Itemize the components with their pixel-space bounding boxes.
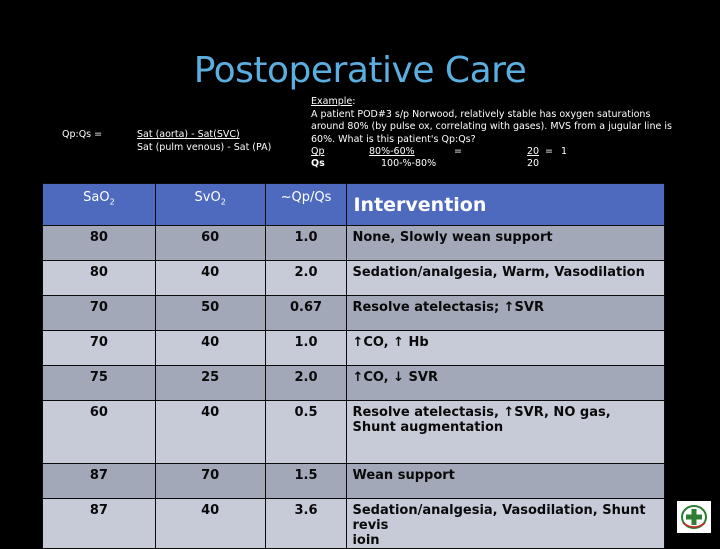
cell-svo2: 40 — [155, 499, 265, 549]
table-row — [43, 331, 665, 366]
cell-qpqs: 0.5 — [265, 401, 347, 464]
qs-label: Qs — [311, 158, 325, 169]
cell-svo2: 70 — [155, 464, 265, 499]
table-header-row — [43, 184, 665, 226]
cell-intervention: ↑CO, ↑ Hb — [347, 331, 665, 366]
cell-sao2: 80 — [43, 226, 156, 261]
qp-label: Qp — [311, 146, 325, 157]
intervention-table — [42, 183, 665, 549]
intervention-line-1: Resolve atelectasis, ↑SVR, NO gas, — [352, 405, 611, 420]
cell-sao2: 70 — [43, 296, 156, 331]
table-row — [43, 261, 665, 296]
cell-svo2: 40 — [155, 261, 265, 296]
example-calculation — [311, 146, 681, 171]
cell-sao2: 80 — [43, 261, 156, 296]
intervention-line-2: ioin — [352, 533, 380, 548]
hospital-logo-icon — [677, 501, 711, 533]
cell-sao2: 70 — [43, 331, 156, 366]
formula-label: Qp:Qs = — [62, 129, 103, 140]
example-box: Example: A patient POD#3 s/p Norwood, relatively stable has oxygen saturations around 80% (by pulse ox, correlating with gases). MVS from a jugular line is 60%. What is this patient's Qp:Qs? Qp 80%-60% = 20 = 1 Qs 100-%-80% 20 — [311, 96, 681, 171]
table-row — [43, 464, 665, 499]
table-row — [43, 366, 665, 401]
table-row — [43, 401, 665, 464]
cell-qpqs: 0.67 — [265, 296, 347, 331]
intervention-line-1: Sedation/analgesia, Vasodilation, Shunt revis — [352, 503, 646, 533]
qs-value: 100-%-80% — [381, 158, 437, 169]
cell-qpqs: 2.0 — [265, 366, 347, 401]
cell-intervention — [347, 401, 665, 464]
formula-denominator: Sat (pulm venous) - Sat (PA) — [137, 142, 272, 153]
table-row — [43, 296, 665, 331]
result-value: 1 — [561, 146, 568, 157]
cell-sao2: 87 — [43, 499, 156, 549]
slide-title: Postoperative Care — [193, 50, 527, 91]
cell-qpqs: 1.0 — [265, 226, 347, 261]
cell-intervention: Wean support — [347, 464, 665, 499]
formula-numerator: Sat (aorta) - Sat(SVC) — [137, 129, 240, 140]
cell-svo2: 40 — [155, 331, 265, 366]
cell-qpqs: 1.5 — [265, 464, 347, 499]
cell-qpqs: 2.0 — [265, 261, 347, 296]
cell-qpqs: 1.0 — [265, 331, 347, 366]
example-heading: Example — [311, 96, 353, 107]
cell-svo2: 50 — [155, 296, 265, 331]
qp-value: 80%-60% — [369, 146, 415, 157]
cell-intervention: Resolve atelectasis; ↑SVR — [347, 296, 665, 331]
fraction-denominator: 20 — [527, 158, 540, 169]
cell-sao2: 87 — [43, 464, 156, 499]
table-row — [43, 499, 665, 549]
fraction-numerator: 20 — [527, 146, 540, 157]
example-text: A patient POD#3 s/p Norwood, relatively stable has oxygen saturations around 80% (by pulse ox, correlating with gases). MVS from a jugular line is 60%. What is this patient's Qp:Qs? — [311, 108, 672, 145]
header-qpqs: ~Qp/Qs — [265, 184, 347, 226]
header-svo2: SvO$_2$ — [155, 184, 265, 226]
cell-intervention — [347, 499, 665, 549]
result-equals: = — [545, 146, 553, 157]
cell-sao2: 75 — [43, 366, 156, 401]
cell-svo2: 40 — [155, 401, 265, 464]
cell-svo2: 60 — [155, 226, 265, 261]
equals-sign: = — [454, 146, 462, 157]
header-intervention: Intervention — [347, 184, 665, 226]
cell-intervention: ↑CO, ↓ SVR — [347, 366, 665, 401]
intervention-line-2: Shunt augmentation — [352, 420, 504, 435]
cell-sao2: 60 — [43, 401, 156, 464]
table-row — [43, 226, 665, 261]
cell-intervention: Sedation/analgesia, Warm, Vasodilation — [347, 261, 665, 296]
cell-svo2: 25 — [155, 366, 265, 401]
header-sao2: SaO$_2$ — [43, 184, 156, 226]
cell-intervention: None, Slowly wean support — [347, 226, 665, 261]
cell-qpqs: 3.6 — [265, 499, 347, 549]
